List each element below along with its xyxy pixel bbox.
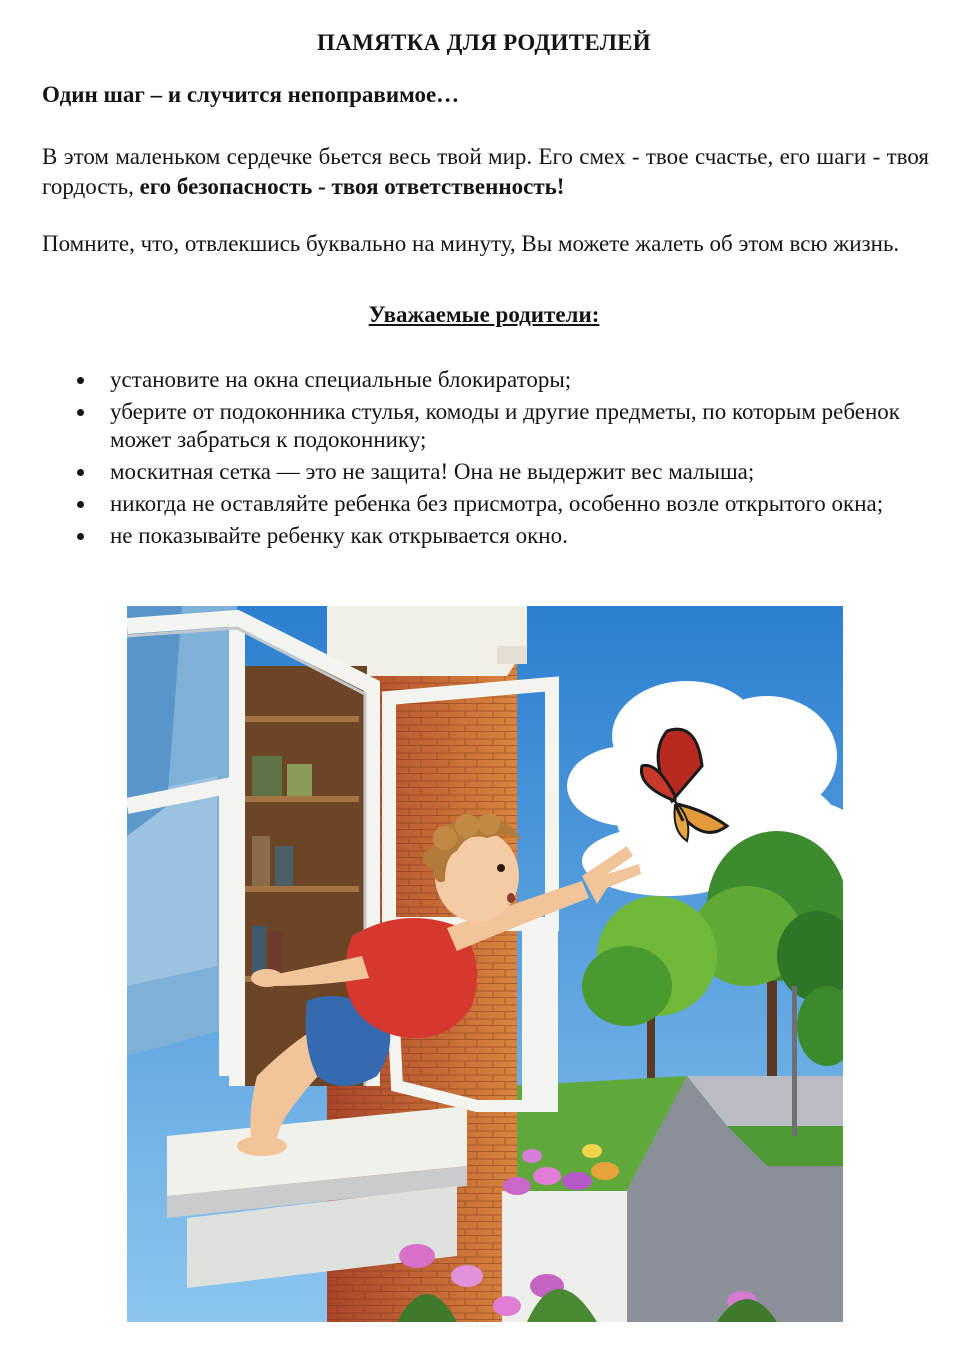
section-heading: Уважаемые родители: bbox=[368, 302, 600, 327]
tip-item bbox=[72, 522, 934, 550]
subtitle: Один шаг – и случится непоправимое… bbox=[42, 82, 460, 107]
illustration-child-at-window bbox=[127, 606, 843, 1322]
bullet-icon bbox=[77, 501, 84, 508]
illustration-svg bbox=[127, 606, 843, 1322]
page-title: ПАМЯТКА ДЛЯ РОДИТЕЛЕЙ bbox=[317, 30, 651, 55]
bullet-icon bbox=[77, 377, 84, 384]
tip-text: никогда не оставляйте ребенка без присмотра, особенно возле открытого окна; bbox=[110, 491, 884, 516]
tip-text: не показывайте ребенку как открывается окно. bbox=[110, 523, 568, 548]
tips-list bbox=[72, 366, 934, 554]
tip-item bbox=[72, 490, 934, 518]
bullet-icon bbox=[77, 469, 84, 476]
tip-text: уберите от подоконника стулья, комоды и другие предметы, по которым ребенок может забраться к подоконнику; bbox=[110, 399, 900, 452]
tip-item bbox=[72, 366, 934, 394]
tip-item bbox=[72, 458, 934, 486]
paragraph-warning: Помните, что, отвлекшись буквально на минуту, Вы можете жалеть об этом всю жизнь. bbox=[42, 231, 900, 256]
paragraph-heart bbox=[42, 142, 929, 202]
bullet-icon bbox=[77, 409, 84, 416]
lamp-post bbox=[792, 986, 797, 1136]
roof-trim bbox=[327, 606, 527, 676]
tip-item bbox=[72, 398, 934, 454]
paragraph-heart-bold: его безопасность - твоя ответственность! bbox=[139, 174, 565, 199]
tip-text: москитная сетка — это не защита! Она не выдержит вес малыша; bbox=[110, 459, 755, 484]
tip-text: установите на окна специальные блокираторы; bbox=[110, 367, 572, 392]
bullet-icon bbox=[77, 533, 84, 540]
paragraph-heart-text: В этом маленьком сердечке бьется весь твой мир. Его смех - твое счастье, его шаги - твоя гордость, bbox=[42, 144, 929, 199]
